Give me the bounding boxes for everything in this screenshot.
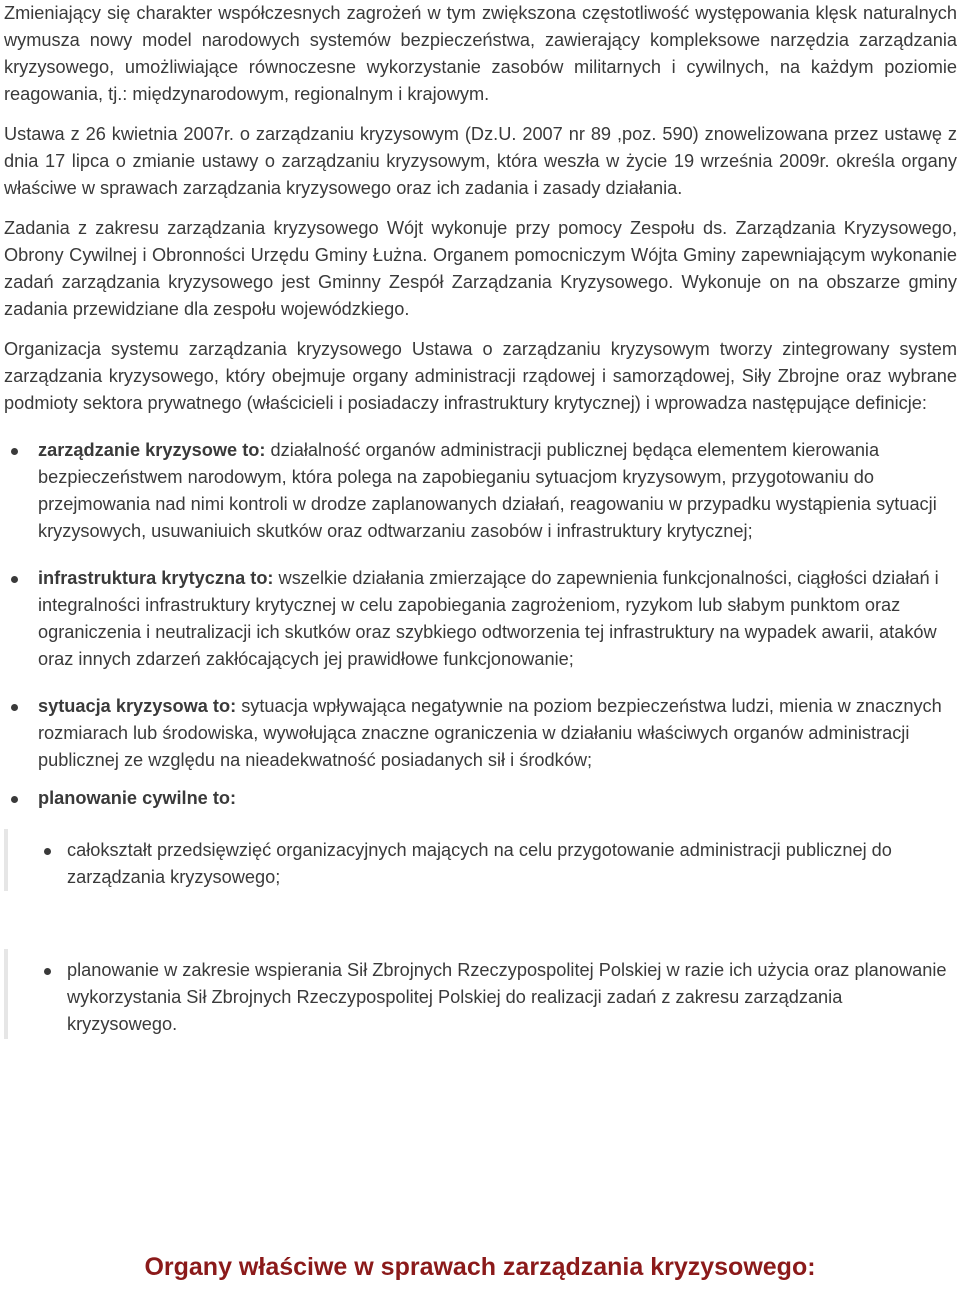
intro-paragraph-1: Zmieniający się charakter współczesnych zagrożeń w tym zwiększona częstotliwość występowania klęsk naturalnych wymusza nowy model narodowych systemów bezpieczeństwa, zawierający kompleksowe narzędzia zarządzania kryzysowego, umożliwiające równoczesne wykorzystanie zasobów militarnych i cywilnych, na każdym poziomie reagowania, tj.: międzynarodowym, regionalnym i krajowym. xyxy=(4,3,957,104)
intro-paragraph-2: Ustawa z 26 kwietnia 2007r. o zarządzaniu kryzysowym (Dz.U. 2007 nr 89 ,poz. 590) znowelizowana przez ustawę z dnia 17 lipca o zmianie ustawy o zarządzaniu kryzysowym, która weszła w życie 19 września 2009r. określa organy właściwe w sprawach zarządzania kryzysowego oraz ich zadania i zasady działania. xyxy=(4,124,957,198)
bullet-icon xyxy=(44,968,51,975)
definition-item xyxy=(4,437,957,545)
section-heading: Organy właściwe w sprawach zarządzania kryzysowego: xyxy=(144,1253,816,1281)
bullet-icon xyxy=(11,796,18,803)
definition-item xyxy=(4,565,957,673)
definition-item xyxy=(4,785,957,812)
planning-item xyxy=(4,957,957,1038)
document-body xyxy=(4,0,957,1038)
bullet-icon xyxy=(11,704,18,711)
definition-item xyxy=(4,693,957,774)
planning-item-text: całokształt przedsięwzięć organizacyjnych mających na celu przygotowanie administracji publicznej do zarządzania kryzysowego; xyxy=(67,840,892,887)
definition-text: sytuacja wpływająca negatywnie na poziom bezpieczeństwa ludzi, mienia w znacznych rozmiarach lub środowiska, wywołująca znaczne ograniczenia w działaniu właściwych organów administracji publicznej ze względu na nieadekwatność posiadanych sił i środków; xyxy=(38,696,942,770)
definition-term: planowanie cywilne to: xyxy=(38,788,237,808)
definition-term: sytuacja kryzysowa to: xyxy=(38,696,237,716)
bullet-icon xyxy=(11,576,18,583)
bullet-icon xyxy=(11,448,18,455)
definition-text: działalność organów administracji publicznej będąca elementem kierowania bezpieczeństwem narodowym, która polega na zapobieganiu sytuacjom kryzysowym, przygotowaniu do przejmowania nad nimi kontroli w drodze zaplanowanych działań, reagowaniu w przypadku wystąpienia sytuacji kryzysowych, usuwaniuich skutków oraz odtwarzaniu zasobów i infrastruktury krytycznej; xyxy=(38,440,937,541)
definition-term: infrastruktura krytyczna to: xyxy=(38,568,274,588)
bullet-icon xyxy=(44,848,51,855)
definition-term: zarządzanie kryzysowe to: xyxy=(38,440,266,460)
intro-paragraph-4: Organizacja systemu zarządzania kryzysowego Ustawa o zarządzaniu kryzysowym tworzy zintegrowany system zarządzania kryzysowego, który obejmuje organy administracji rządowej i samorządowej, Siły Zbrojne oraz wybrane podmioty sektora prywatnego (właścicieli i posiadaczy infrastruktury krytycznej) i wprowadza następujące definicje: xyxy=(4,339,957,413)
planning-sublist-1 xyxy=(4,837,957,891)
planning-item-text: planowanie w zakresie wspierania Sił Zbrojnych Rzeczypospolitej Polskiej w razie ich użycia oraz planowanie wykorzystania Sił Zbrojnych Rzeczypospolitej Polskiej do realizacji zadań z zakresu zarządzania kryzysowego. xyxy=(67,960,947,1034)
definitions-list xyxy=(4,437,957,812)
planning-item xyxy=(4,837,957,891)
definition-text: wszelkie działania zmierzające do zapewnienia funkcjonalności, ciągłości działań i integralności infrastruktury krytycznej w celu zapobiegania zagrożeniom, ryzykom lub słabym punktom oraz ograniczenia i neutralizacji ich skutków oraz szybkiego odtworzenia tej infrastruktury na wypadek awarii, ataków oraz innych zdarzeń zakłócających jej prawidłowe funkcjonowanie; xyxy=(38,568,939,669)
intro-paragraph-3: Zadania z zakresu zarządzania kryzysowego Wójt wykonuje przy pomocy Zespołu ds. Zarządzania Kryzysowego, Obrony Cywilnej i Obronności Urzędu Gminy Łużna. Organem pomocniczym Wójta Gminy zapewniającym wykonanie zadań zarządzania kryzysowego jest Gminny Zespół Zarządzania Kryzysowego. Wykonuje on na obszarze gminy zadania przewidziane dla zespołu wojewódzkiego. xyxy=(4,218,957,319)
planning-sublist-2 xyxy=(4,957,957,1038)
